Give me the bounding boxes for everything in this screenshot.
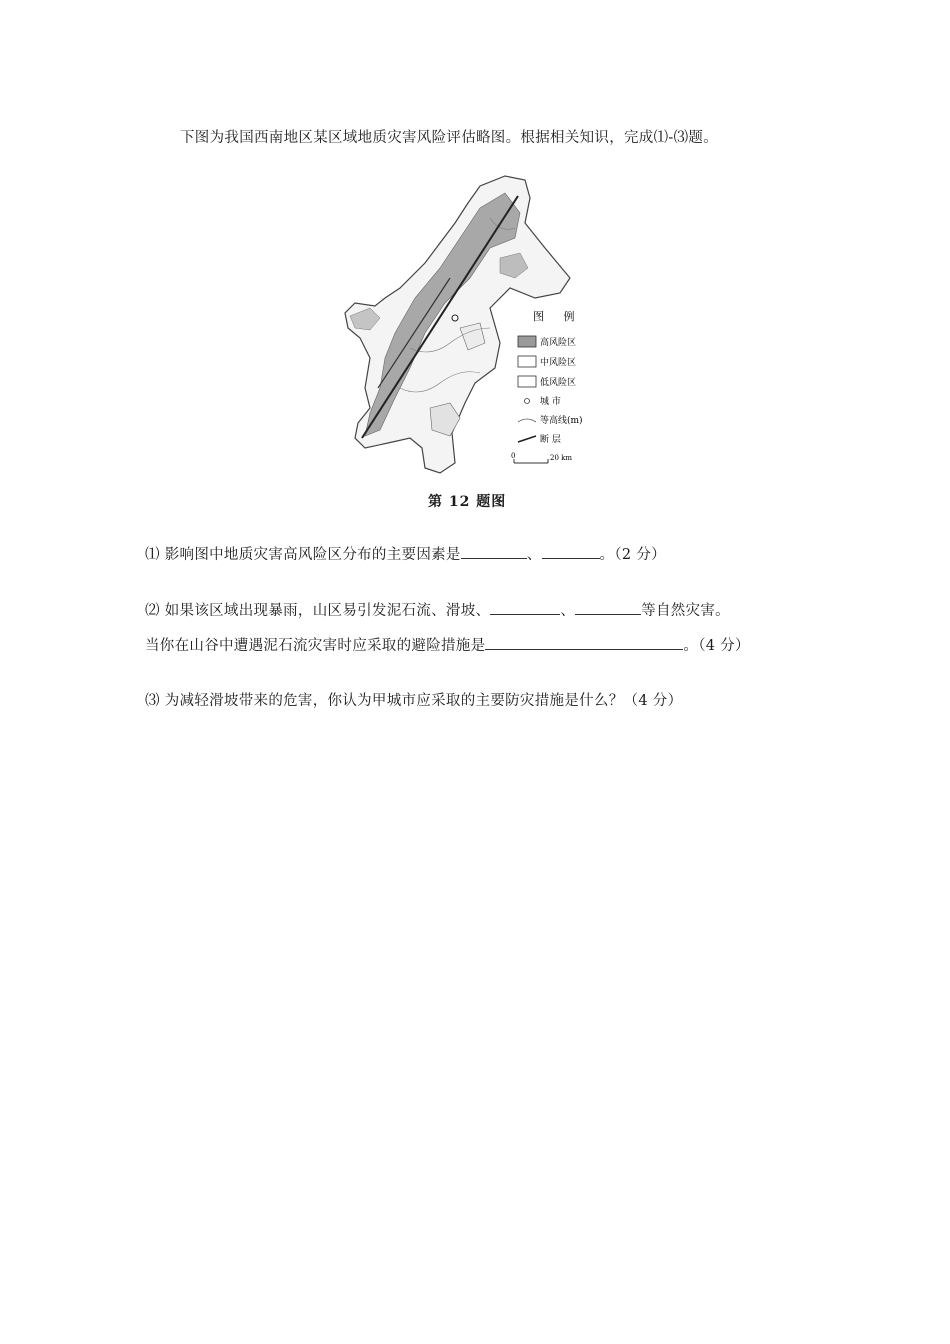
question-1-text: 影响图中地质灾害高风险区分布的主要因素是	[164, 547, 461, 563]
legend-city-symbol	[525, 399, 530, 404]
legend-high-risk: 高风险区	[540, 338, 577, 348]
scale-zero: 0	[511, 452, 516, 460]
legend-swatch-medium	[518, 356, 536, 367]
figure-caption: 第 12 题图	[428, 494, 507, 510]
legend-title: 图 例	[533, 310, 583, 323]
answer-blank[interactable]	[485, 635, 683, 650]
legend-swatch-low	[518, 376, 536, 387]
question-3-number: ⑶	[145, 693, 160, 709]
answer-blank[interactable]	[575, 600, 641, 615]
question-1: ⑴ 影响图中地质灾害高风险区分布的主要因素是 、 。（2 分）	[145, 543, 666, 564]
legend-medium-risk: 中风险区	[540, 358, 577, 368]
question-2: ⑵ 如果该区域出现暴雨，山区易引发泥石流、滑坡、 、 等自然灾害。	[145, 599, 730, 620]
scale-label: 20 km	[550, 454, 573, 462]
question-1-number: ⑴	[145, 547, 160, 563]
answer-blank[interactable]	[542, 544, 600, 559]
question-2-line-2: 当你在山谷中遭遇泥石流灾害时应采取的避险措施是 。（4 分）	[145, 634, 750, 655]
hazard-map-figure	[340, 168, 590, 488]
city-marker	[452, 315, 458, 321]
map-legend	[511, 309, 583, 463]
legend-swatch-high	[518, 336, 536, 347]
question-2-line2-text: 当你在山谷中遭遇泥石流灾害时应采取的避险措施是	[145, 638, 486, 654]
question-2-text: 如果该区域出现暴雨，山区易引发泥石流、滑坡、	[164, 603, 491, 619]
legend-contour: 等高线(m)	[540, 416, 583, 426]
legend-city: 城 市	[540, 397, 561, 407]
intro-text: 下图为我国西南地区某区域地质灾害风险评估略图。根据相关知识，完成⑴-⑶题。	[180, 130, 718, 146]
legend-low-risk: 低风险区	[540, 378, 577, 388]
legend-contour-symbol	[518, 419, 536, 422]
question-2-number: ⑵	[145, 603, 160, 619]
question-3	[145, 689, 682, 710]
question-3-text: 为减轻滑坡带来的危害，你认为甲城市应采取的主要防灾措施是什么？（4 分）	[164, 693, 683, 709]
hazard-map	[340, 168, 590, 488]
legend-fault: 断 层	[540, 435, 561, 445]
answer-blank[interactable]	[461, 544, 527, 559]
answer-blank[interactable]	[490, 600, 560, 615]
legend-fault-symbol	[518, 436, 536, 442]
